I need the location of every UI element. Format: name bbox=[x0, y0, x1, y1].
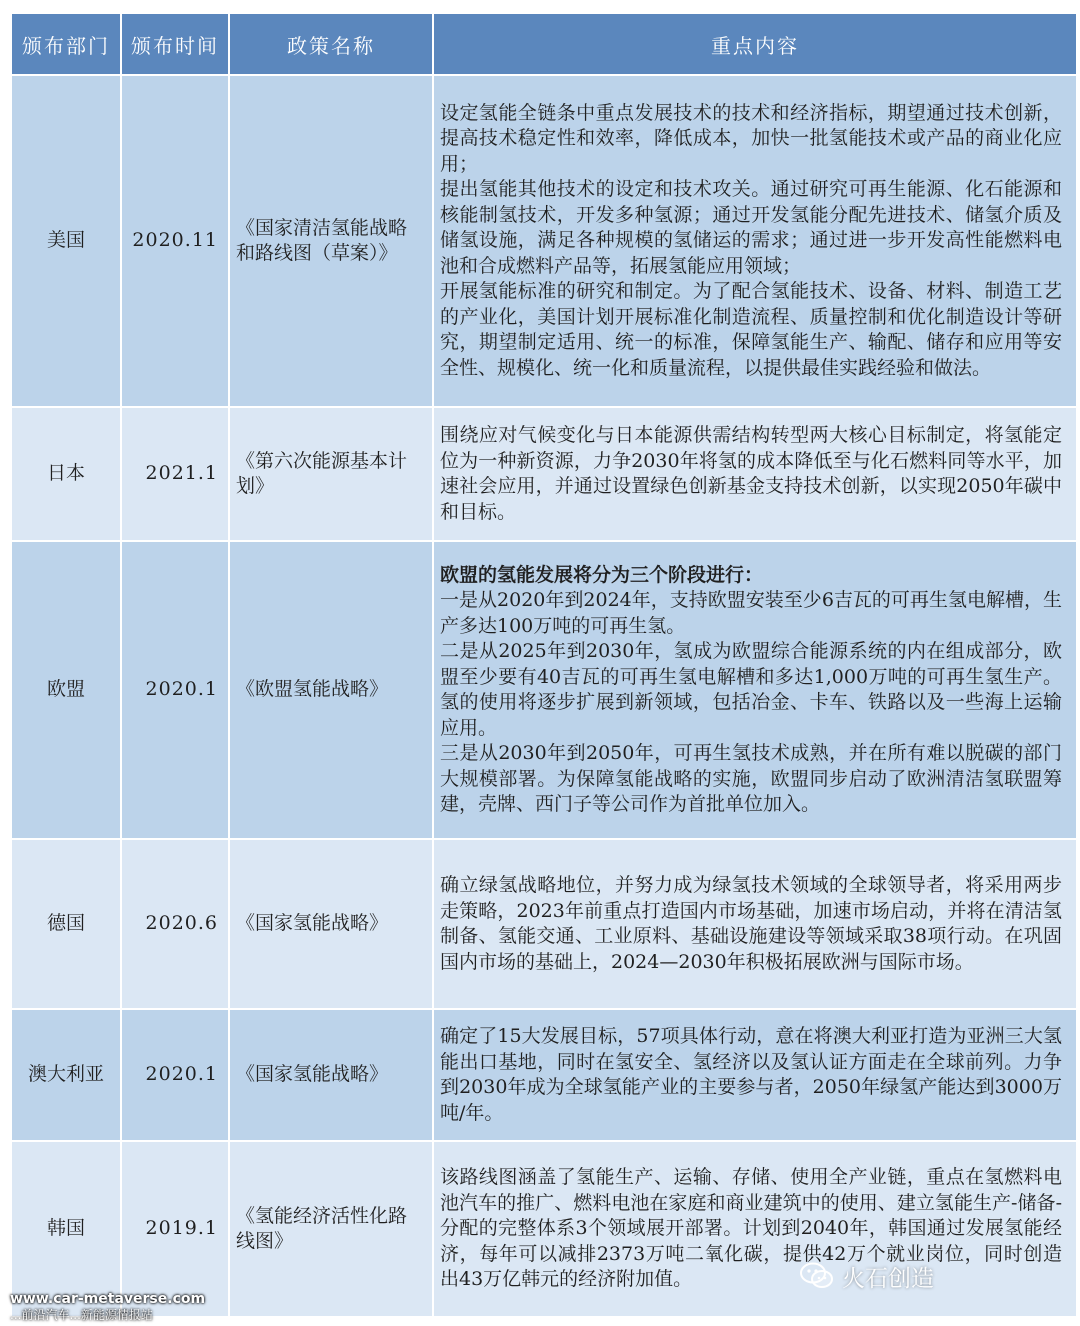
cell-policy-name: 《欧盟氢能战略》 bbox=[229, 541, 433, 839]
content-paragraph: 确定了15大发展目标，57项具体行动，意在将澳大利亚打造为亚洲三大氢能出口基地，同时在氢安全、氢经济以及氢认证方面走在全球前列。力争到2030年成为全球氢能产业的主要参与者，2050年绿氢产能达到3000万吨/年。 bbox=[440, 1025, 1062, 1124]
cell-policy-name: 《氢能经济活性化路线图》 bbox=[229, 1141, 433, 1317]
cell-dept: 澳大利亚 bbox=[11, 1009, 121, 1141]
cell-time: 2020.1 bbox=[121, 1009, 229, 1141]
cell-time: 2021.1 bbox=[121, 407, 229, 541]
site-url: www.car-metaverse.com bbox=[10, 1291, 206, 1307]
watermark bbox=[800, 1256, 934, 1296]
content-paragraph: 提出氢能其他技术的设定和技术攻关。通过研究可再生能源、化石能源和核能制氢技术，开发多种氢源；通过开发氢能分配先进技术、储氢介质及储氢设施，满足各种规模的氢储运的需求；通过进一步开发高性能燃料电池和合成燃料产品等，拓展氢能应用领域； bbox=[440, 178, 1062, 277]
content-paragraph: 一是从2020年到2024年，支持欧盟安装至少6吉瓦的可再生氢电解槽，生产多达100万吨的可再生氢。 bbox=[440, 589, 1062, 637]
site-tagline: ...前沿汽车...新能源情报站 bbox=[10, 1308, 153, 1322]
site-watermark bbox=[10, 1290, 205, 1322]
table-header-row bbox=[11, 13, 1077, 75]
content-paragraph: 设定氢能全链条中重点发展技术的技术和经济指标，期望通过技术创新，提高技术稳定性和效率，降低成本，加快一批氢能技术或产品的商业化应用； bbox=[440, 101, 1062, 175]
cell-dept: 日本 bbox=[11, 407, 121, 541]
content-paragraph: 二是从2025年到2030年，氢成为欧盟综合能源系统的内在组成部分，欧盟至少要有40吉瓦的可再生氢电解槽和多达1,000万吨的可再生氢生产。氢的使用将逐步扩展到新领域，包括冶金、卡车、铁路以及一些海上运输应用。 bbox=[440, 640, 1062, 739]
cell-dept: 美国 bbox=[11, 75, 121, 407]
wechat-icon bbox=[800, 1262, 834, 1290]
cell-time: 2019.1 bbox=[121, 1141, 229, 1317]
content-paragraph: 该路线图涵盖了氢能生产、运输、存储、使用全产业链，重点在氢燃料电池汽车的推广、燃料电池在家庭和商业建筑中的使用、建立氢能生产-储备-分配的完整体系3个领域展开部署。计划到2040年，韩国通过发展氢能经济，每年可以减排2373万吨二氧化碳，提供42万个就业岗位，同时创造出43万亿韩元的经济附加值。 bbox=[440, 1166, 1062, 1291]
table-row bbox=[11, 1009, 1077, 1141]
cell-policy-name: 《第六次能源基本计划》 bbox=[229, 407, 433, 541]
watermark-brand: 火石创造 bbox=[842, 1265, 934, 1292]
content-heading: 欧盟的氢能发展将分为三个阶段进行： bbox=[440, 563, 764, 586]
cell-content bbox=[433, 541, 1077, 839]
cell-policy-name: 《国家氢能战略》 bbox=[229, 1009, 433, 1141]
cell-time: 2020.1 bbox=[121, 541, 229, 839]
table-row bbox=[11, 75, 1077, 407]
cell-content bbox=[433, 1141, 1077, 1317]
cell-dept: 德国 bbox=[11, 839, 121, 1009]
header-dept: 颁布部门 bbox=[11, 13, 121, 75]
cell-content bbox=[433, 75, 1077, 407]
table-row bbox=[11, 407, 1077, 541]
content-paragraph: 三是从2030年到2050年，可再生氢技术成熟，并在所有难以脱碳的部门大规模部署。为保障氢能战略的实施，欧盟同步启动了欧洲清洁氢联盟筹建，壳牌、西门子等公司作为首批单位加入。 bbox=[440, 742, 1062, 815]
cell-policy-name: 《国家氢能战略》 bbox=[229, 839, 433, 1009]
header-time: 颁布时间 bbox=[121, 13, 229, 75]
cell-dept: 韩国 bbox=[11, 1141, 121, 1317]
cell-time: 2020.6 bbox=[121, 839, 229, 1009]
cell-content bbox=[433, 407, 1077, 541]
header-content: 重点内容 bbox=[433, 13, 1077, 75]
cell-policy-name: 《国家清洁氢能战略和路线图（草案）》 bbox=[229, 75, 433, 407]
content-paragraph: 确立绿氢战略地位，并努力成为绿氢技术领域的全球领导者，将采用两步走策略，2023年前重点打造国内市场基础，加速市场启动，并将在清洁氢制备、氢能交通、工业原料、基础设施建设等领域采取38项行动。在巩固国内市场的基础上，2024—2030年积极拓展欧洲与国际市场。 bbox=[440, 874, 1062, 973]
table-row bbox=[11, 839, 1077, 1009]
table-row bbox=[11, 541, 1077, 839]
cell-time: 2020.11 bbox=[121, 75, 229, 407]
policy-table bbox=[10, 12, 1078, 1318]
cell-content bbox=[433, 839, 1077, 1009]
cell-dept: 欧盟 bbox=[11, 541, 121, 839]
content-paragraph: 围绕应对气候变化与日本能源供需结构转型两大核心目标制定，将氢能定位为一种新资源，力争2030年将氢的成本降低至与化石燃料同等水平，加速社会应用，并通过设置绿色创新基金支持技术创新，以实现2050年碳中和目标。 bbox=[440, 424, 1062, 523]
header-name: 政策名称 bbox=[229, 13, 433, 75]
cell-content bbox=[433, 1009, 1077, 1141]
content-paragraph: 开展氢能标准的研究和制定。为了配合氢能技术、设备、材料、制造工艺的产业化，美国计划开展标准化制造流程、质量控制和优化制造设计等研究，期望制定适用、统一的标准，保障氢能生产、输配、储存和应用等安全性、规模化、统一化和质量流程，以提供最佳实践经验和做法。 bbox=[440, 280, 1062, 379]
